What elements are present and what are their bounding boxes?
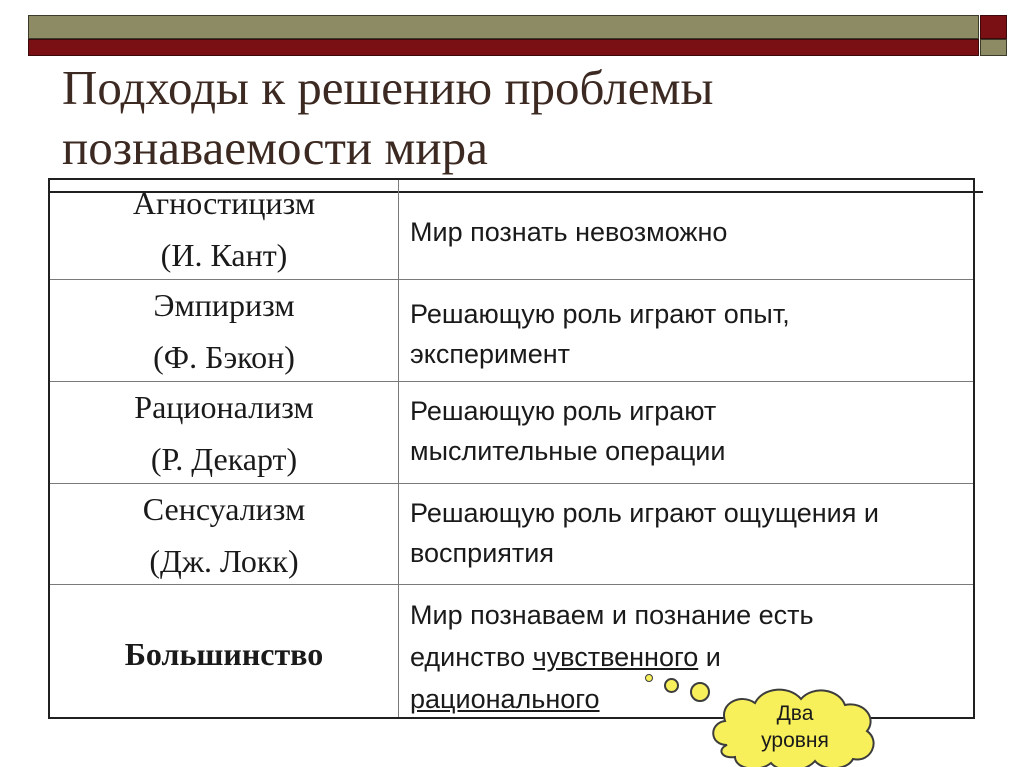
callout-text [740,700,850,754]
slide-title [62,58,713,178]
description-line: Решающую роль играют ощущения и [410,498,879,528]
description-text: единство [410,642,533,672]
title-line-1: Подходы к решению проблемы [62,60,714,115]
description-line: эксперимент [410,339,570,369]
approach-name: Эмпиризм [153,287,295,323]
description-line [410,678,970,720]
table-row [50,381,398,485]
description-line: Решающую роль играют опыт, [410,299,790,329]
thought-dot [645,674,653,682]
callout-line: Два [776,702,814,725]
approach-author: (И. Кант) [160,237,288,273]
approach-name: Большинство [124,636,324,672]
approach-name: Рационализм [134,389,314,425]
approach-author: (Ф. Бэкон) [153,339,295,375]
description-line: мыслительные операции [410,436,726,466]
description-line: Мир познаваем и познание есть [410,600,814,630]
table-row [50,177,398,281]
approach-description [410,212,970,252]
approach-description [410,294,970,374]
approach-author: (Дж. Локк) [149,543,299,579]
table-row [50,279,398,383]
table-column-divider [398,180,399,717]
underlined-term: рационального [410,684,600,714]
header-band-olive [28,15,979,39]
description-line: Решающую роль играют [410,396,717,426]
underlined-term: чувственного [532,642,699,672]
callout-line: уровня [761,729,829,752]
approach-description [410,493,970,573]
description-line [410,636,970,678]
corner-square-olive [980,39,1007,56]
table-row [50,628,398,680]
title-line-2: познаваемости мира [62,120,488,175]
header-band-maroon [28,39,979,56]
table-row [50,483,398,587]
description-text: и [698,642,721,672]
corner-square-maroon [980,15,1007,39]
approach-description [410,391,970,471]
description-line: Мир познать невозможно [410,217,728,247]
thought-dot [664,678,679,693]
approach-author: (Р. Декарт) [150,441,298,477]
approach-name: Агностицизм [132,185,316,221]
approach-description [410,594,970,720]
description-line: восприятия [410,538,554,568]
approach-name: Сенсуализм [142,491,306,527]
